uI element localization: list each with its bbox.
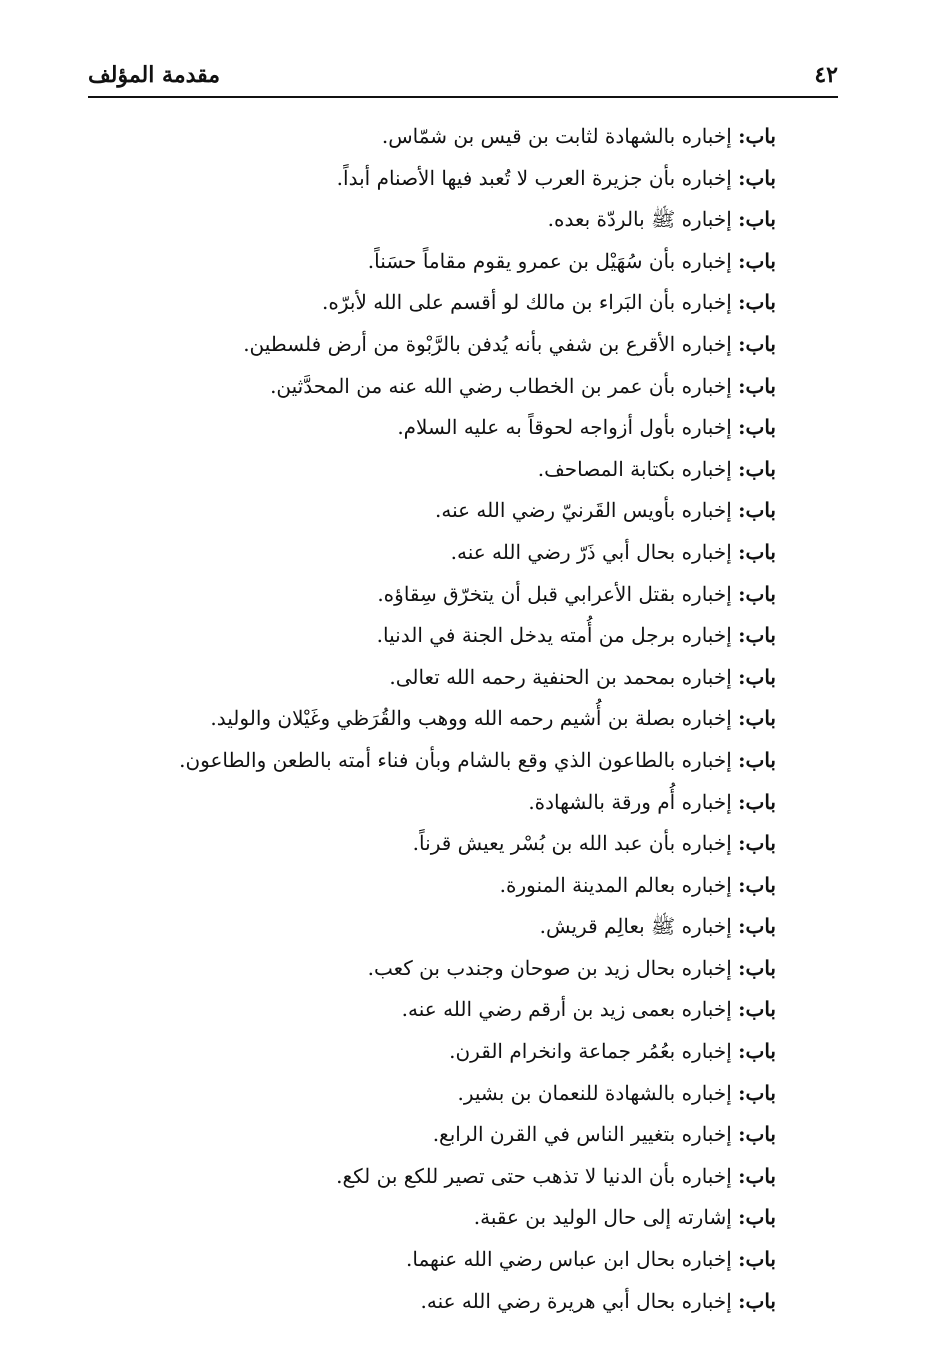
entry-label: باب:: [738, 706, 776, 731]
list-item: [120, 199, 776, 241]
entry-label: باب:: [738, 831, 776, 856]
entry-text: إخباره ﷺ بعالِم قريش.: [539, 914, 732, 939]
list-item: [120, 1239, 776, 1281]
entry-label: باب:: [738, 1288, 776, 1313]
list-item: [120, 449, 776, 491]
entry-text: إخباره بعُمُر جماعة وانخرام القرن.: [449, 1039, 732, 1064]
entry-text: إخباره أُم ورقة بالشهادة.: [528, 789, 732, 814]
list-item: [120, 532, 776, 574]
entry-label: باب:: [738, 623, 776, 648]
list-item: [120, 948, 776, 990]
entry-text: إخباره بأن الدنيا لا تذهب حتى تصير للكع بن لكع.: [336, 1163, 732, 1188]
list-item: [120, 657, 776, 699]
list-item: [120, 490, 776, 532]
entry-label: باب:: [738, 914, 776, 939]
entry-text: إخباره بأن عمر بن الخطاب رضي الله عنه من المحدَّثين.: [270, 373, 732, 398]
entry-label: باب:: [738, 1122, 776, 1147]
list-item: [120, 407, 776, 449]
entry-text: إخباره بأن سُهَيْل بن عمرو يقوم مقاماً حسَناً.: [367, 248, 732, 273]
list-item: [120, 282, 776, 324]
entry-label: باب:: [738, 290, 776, 315]
list-item: [120, 1031, 776, 1073]
list-item: [120, 1114, 776, 1156]
list-item: [120, 241, 776, 283]
entry-text: إخباره بقتل الأعرابي قبل أن يتخرّق سِقاؤه.: [377, 581, 732, 606]
header-rule: [88, 96, 838, 98]
entry-text: إخباره بكتابة المصاحف.: [537, 456, 732, 481]
list-item: [120, 615, 776, 657]
list-item: [120, 158, 776, 200]
list-item: [120, 823, 776, 865]
entry-label: باب:: [738, 207, 776, 232]
entry-label: باب:: [738, 498, 776, 523]
entry-label: باب:: [738, 581, 776, 606]
entry-text: إخباره بحال ابن عباس رضي الله عنهما.: [406, 1247, 732, 1272]
entry-label: باب:: [738, 1080, 776, 1105]
list-item: [120, 989, 776, 1031]
entry-label: باب:: [738, 789, 776, 814]
page-header: [88, 58, 838, 98]
entry-label: باب:: [738, 872, 776, 897]
list-item: [120, 740, 776, 782]
list-item: [120, 116, 776, 158]
entry-label: باب:: [738, 456, 776, 481]
entry-label: باب:: [738, 1247, 776, 1272]
entry-text: إخباره بأن جزيرة العرب لا تُعبد فيها الأصنام أبداً.: [336, 165, 732, 190]
entry-text: إخباره بالطاعون الذي وقع بالشام وبأن فناء أمته بالطعن والطاعون.: [179, 747, 732, 772]
page-number: ٤٢: [814, 62, 838, 88]
entry-text: إخباره بأن البَراء بن مالك لو أقسم على الله لأبرّه.: [322, 290, 732, 315]
entry-label: باب:: [738, 997, 776, 1022]
entry-text: إخباره بحال أبي ذَرّ رضي الله عنه.: [450, 539, 732, 564]
entry-text: إخباره بصلة بن أُشيم رحمه الله ووهب والقُرَظي وغَيْلان والوليد.: [210, 706, 732, 731]
entry-text: إخباره بحال زيد بن صوحان وجندب بن كعب.: [367, 955, 732, 980]
entry-text: إخباره الأقرع بن شفي بأنه يُدفن بالرَّبْوة من أرض فلسطين.: [243, 331, 732, 356]
entry-label: باب:: [738, 1163, 776, 1188]
entry-label: باب:: [738, 124, 776, 148]
entry-text: إخباره ﷺ بالردّة بعده.: [547, 207, 732, 232]
list-item: [120, 782, 776, 824]
entry-text: إخباره بمحمد بن الحنفية رحمه الله تعالى.: [389, 664, 732, 689]
entry-label: باب:: [738, 664, 776, 689]
entry-text: إخباره بأويس القَرنيّ رضي الله عنه.: [435, 498, 732, 523]
list-item: [120, 574, 776, 616]
entry-label: باب:: [738, 373, 776, 398]
entry-label: باب:: [738, 539, 776, 564]
entry-label: باب:: [738, 415, 776, 440]
list-item: [120, 906, 776, 948]
list-item: [120, 1281, 776, 1323]
entry-text: إخباره بعمى زيد بن أرقم رضي الله عنه.: [401, 997, 732, 1022]
entry-text: إخباره بتغيير الناس في القرن الرابع.: [432, 1122, 732, 1147]
entry-text: إخباره بالشهادة للنعمان بن بشير.: [457, 1080, 732, 1105]
entry-text: إخباره بأن عبد الله بن بُسْر يعيش قرناً.: [412, 831, 732, 856]
entry-label: باب:: [738, 955, 776, 980]
entry-text: إخباره برجل من أُمته يدخل الجنة في الدنيا.: [376, 623, 732, 648]
list-item: [120, 366, 776, 408]
entry-label: باب:: [738, 165, 776, 190]
list-item: [120, 1197, 776, 1239]
entry-text: إخباره بحال أبي هريرة رضي الله عنه.: [420, 1288, 732, 1313]
list-item: [120, 1156, 776, 1198]
list-item: [120, 324, 776, 366]
entry-label: باب:: [738, 747, 776, 772]
entry-label: باب:: [738, 1205, 776, 1230]
entry-text: إشارته إلى حال الوليد بن عقبة.: [473, 1205, 732, 1230]
entry-text: إخباره بالشهادة لثابت بن قيس بن شمّاس.: [381, 124, 732, 148]
list-item: [120, 1073, 776, 1115]
entry-text: إخباره بعالم المدينة المنورة.: [499, 872, 732, 897]
list-item: [120, 865, 776, 907]
entry-label: باب:: [738, 331, 776, 356]
entry-label: باب:: [738, 248, 776, 273]
running-title: مقدمة المؤلف: [88, 62, 221, 88]
entry-text: إخباره بأول أزواجه لحوقاً به عليه السلام.: [397, 415, 732, 440]
list-item: [120, 698, 776, 740]
chapter-list: [120, 116, 776, 1322]
entry-label: باب:: [738, 1039, 776, 1064]
